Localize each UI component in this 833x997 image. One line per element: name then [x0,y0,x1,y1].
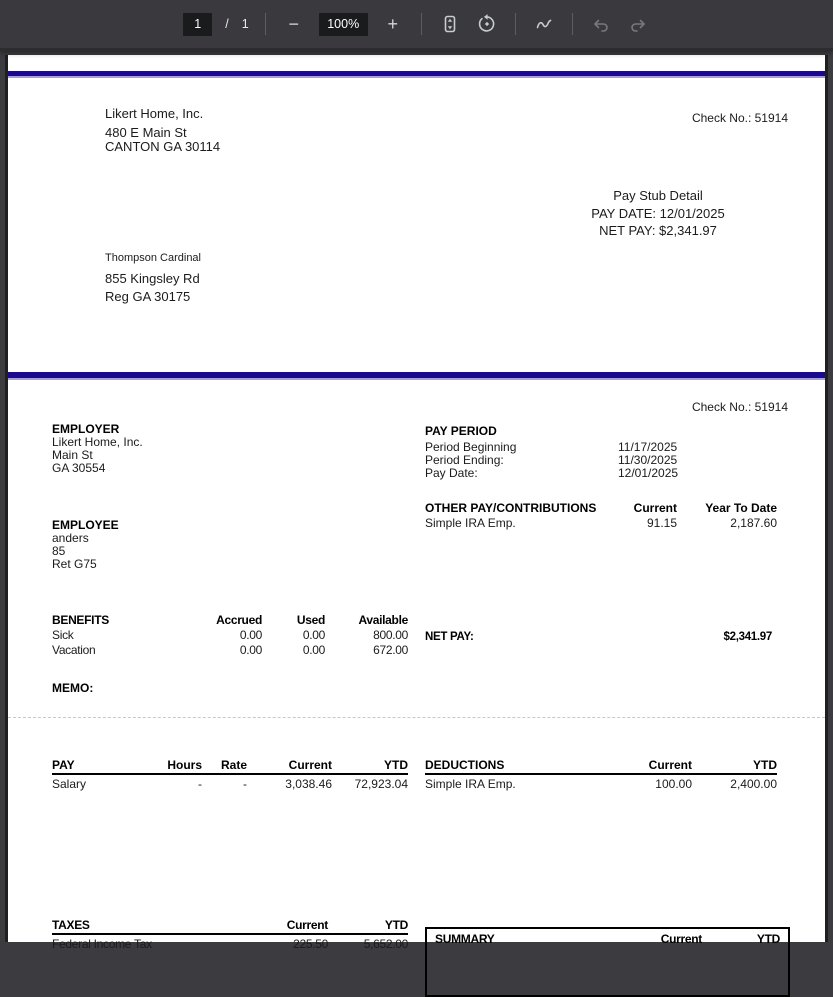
pay-period-label: Pay Date: [425,466,478,480]
benefits-row-available: 800.00 [373,628,408,642]
net-pay-row [425,631,772,643]
other-pay-table [425,501,777,531]
benefits-row-label: Sick [52,628,74,642]
toolbar-divider [515,13,516,35]
employee-line: Ret G75 [52,557,97,571]
taxes-heading: TAXES [52,918,90,932]
benefits-row-label: Vacation [52,643,96,657]
annotate-pen-icon[interactable] [532,12,556,36]
page-separator: / [225,17,229,31]
benefits-row-accrued: 0.00 [239,643,262,657]
company-address-block [105,107,220,155]
taxes-table [52,918,408,951]
deductions-row-current: 100.00 [655,777,692,791]
benefits-row-available: 672.00 [373,643,408,657]
other-pay-heading: OTHER PAY/CONTRIBUTIONS [425,501,597,515]
page-total: 1 [241,17,249,31]
taxes-col-current: Current [286,918,328,932]
benefits-col-used: Used [296,613,325,627]
deductions-row-label: Simple IRA Emp. [425,777,516,791]
pay-row-ytd: 72,923.04 [354,777,408,791]
taxes-row-current: 225.50 [293,937,328,951]
deductions-table [425,758,777,791]
fit-to-page-icon[interactable] [438,12,462,36]
benefits-col-available: Available [358,613,408,627]
pay-date-line: PAY DATE: 12/01/2025 [591,205,725,221]
employee-line: 85 [52,544,66,558]
benefits-row-accrued: 0.00 [239,628,262,642]
taxes-row-label: Federal Income Tax [52,937,152,951]
summary-heading: SUMMARY [435,932,495,946]
pay-period-value: 11/30/2025 [618,453,678,467]
net-pay-value: $2,341.97 [723,631,772,643]
pay-row-rate: - [243,777,247,791]
pay-heading: PAY [52,758,75,772]
summary-col-current: Current [660,932,702,946]
memo-label: MEMO: [52,681,94,695]
employee-address-line: 855 Kingsley Rd [105,271,200,286]
navy-divider-bar [8,71,825,78]
pay-row-current: 3,038.46 [285,777,332,791]
deductions-col-current: Current [648,758,692,772]
other-pay-row-ytd: 2,187.60 [730,516,777,530]
pay-row-label: Salary [52,777,87,791]
employee-name: Thompson Cardinal [105,252,201,264]
navy-divider-bar [8,372,825,380]
benefits-col-accrued: Accrued [216,613,262,627]
zoom-level-display: 100% [319,13,368,36]
toolbar-divider [421,13,422,35]
pay-period-label: Period Beginning [425,440,517,454]
deductions-col-ytd: YTD [753,758,777,772]
employee-block [52,519,119,571]
employer-heading: EMPLOYER [52,422,120,436]
employee-line: anders [52,531,89,545]
company-address-line: 480 E Main St [105,124,187,140]
benefits-table [52,613,408,658]
pay-col-rate: Rate [220,758,247,772]
page-number-input[interactable]: 1 [183,13,212,36]
check-number-detail: Check No.: 51914 [691,400,788,414]
pay-col-hours: Hours [167,758,202,772]
benefits-row-used: 0.00 [302,628,325,642]
pay-row-hours: - [198,777,202,791]
company-name: Likert Home, Inc. [105,106,204,121]
pay-stub-detail-block [548,187,768,240]
net-pay-label: NET PAY: [425,631,474,643]
toolbar-divider [265,13,266,35]
pay-col-current: Current [288,758,332,772]
other-pay-col-ytd: Year To Date [705,501,777,515]
zoom-out-button[interactable]: − [282,12,306,36]
pay-period-heading: PAY PERIOD [425,424,497,438]
pay-period-label: Period Ending: [425,453,504,467]
toolbar-divider [572,13,573,35]
pay-period-block [425,424,678,480]
pay-period-value: 12/01/2025 [618,466,679,480]
pay-col-ytd: YTD [384,758,408,772]
summary-box [425,927,790,997]
stub-tear-line [8,717,825,718]
company-address-line: CANTON GA 30114 [105,139,221,154]
employee-address-line: Reg GA 30175 [105,289,191,304]
taxes-col-ytd: YTD [384,918,408,932]
taxes-row-ytd: 5,652.00 [363,937,408,951]
pay-table [52,758,408,791]
redo-icon[interactable] [626,12,650,36]
other-pay-col-current: Current [633,501,677,515]
net-pay-line: NET PAY: $2,341.97 [599,223,717,238]
other-pay-row-label: Simple IRA Emp. [425,516,516,530]
summary-col-ytd: YTD [756,932,780,946]
rotate-icon[interactable] [475,12,499,36]
pdf-toolbar [0,0,833,51]
employer-line: Main St [52,448,93,462]
employer-block [52,423,143,475]
pay-stub-title: Pay Stub Detail [613,188,703,203]
employee-heading: EMPLOYEE [52,518,119,532]
deductions-row-ytd: 2,400.00 [730,777,777,791]
employer-line: GA 30554 [52,461,106,475]
other-pay-row-current: 91.15 [646,516,677,530]
benefits-heading: BENEFITS [52,613,109,627]
deductions-heading: DEDUCTIONS [425,758,505,772]
employee-address-block [105,252,201,306]
employer-line: Likert Home, Inc. [52,435,143,449]
pay-period-value: 11/17/2025 [618,440,678,454]
undo-icon[interactable] [589,12,613,36]
check-number-top: Check No.: 51914 [691,111,788,125]
benefits-row-used: 0.00 [302,643,325,657]
pdf-page [5,55,828,951]
zoom-in-button[interactable]: + [381,12,405,36]
